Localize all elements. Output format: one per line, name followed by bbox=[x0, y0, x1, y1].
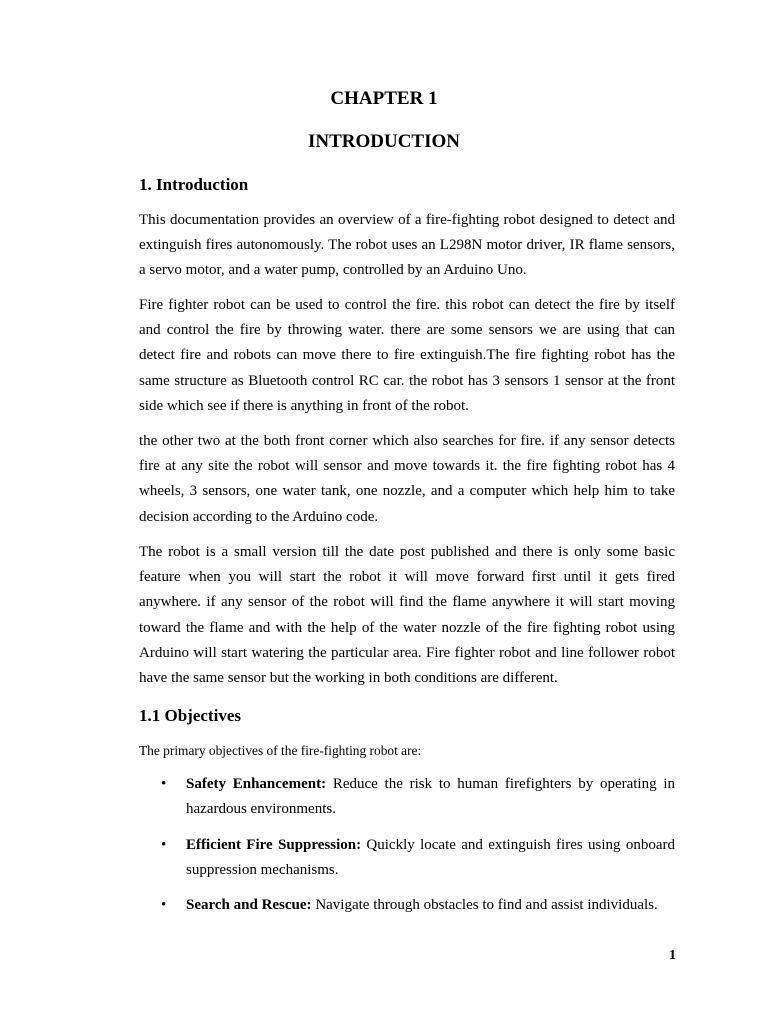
objective-text: Navigate through obstacles to find and assist individuals. bbox=[311, 897, 658, 913]
intro-paragraph-3: the other two at the both front corner which also searches for fire. if any sensor detects fire at any site the robot will sensor and move towards it. the fire fighting robot has 4 wheels, 3 sensors, one water tank, one nozzle, and a computer which help him to take decision according to the Arduino code. bbox=[139, 433, 675, 525]
section-heading-introduction: 1. Introduction bbox=[139, 175, 249, 194]
objective-item bbox=[161, 833, 675, 883]
objective-title: Search and Rescue: bbox=[186, 897, 312, 913]
page-number: 1 bbox=[669, 948, 676, 963]
intro-paragraph-4: The robot is a small version till the date post published and there is only some basic feature when you will start the robot it will move forward first until it gets fired anywhere. if any sensor of the robot will find the flame anywhere it will start moving toward the flame and with the help of the water nozzle of the fire fighting robot using Arduino will start watering the particular area. Fire fighter robot and line follower robot have the same sensor but the working in both conditions are different. bbox=[139, 544, 675, 687]
bullet-icon: • bbox=[161, 776, 167, 792]
bullet-icon: • bbox=[161, 837, 167, 853]
bullet-icon: • bbox=[161, 897, 167, 913]
chapter-label: CHAPTER 1 bbox=[330, 88, 438, 109]
objective-title: Efficient Fire Suppression: bbox=[186, 837, 362, 853]
objective-text: Quickly locate and extinguish fires using onboard suppression mechanisms. bbox=[186, 837, 675, 879]
objective-title: Safety Enhancement: bbox=[186, 776, 327, 792]
intro-paragraph-1: This documentation provides an overview of a fire-fighting robot designed to detect and extinguish fires autonomously. The robot uses an L298N motor driver, IR flame sensors, a servo motor, and a water pump, controlled by an Arduino Uno. bbox=[139, 212, 675, 279]
chapter-title: INTRODUCTION bbox=[307, 131, 461, 152]
objective-item bbox=[161, 772, 676, 822]
objective-text: Reduce the risk to human firefighters by operating in hazardous environments. bbox=[186, 776, 676, 818]
section-heading-objectives: 1.1 Objectives bbox=[139, 706, 241, 725]
objectives-lead: The primary objectives of the fire-fighting robot are: bbox=[139, 743, 422, 758]
objective-item bbox=[161, 893, 675, 918]
intro-paragraph-2: Fire fighter robot can be used to control the fire. this robot can detect the fire by itself and control the fire by throwing water. there are some sensors we are using that can detect fire and robots can move there to fire extinguish.The fire fighting robot has the same structure as Bluetooth control RC car. the robot has 3 sensors 1 sensor at the front side which see if there is anything in front of the robot. bbox=[139, 297, 675, 414]
